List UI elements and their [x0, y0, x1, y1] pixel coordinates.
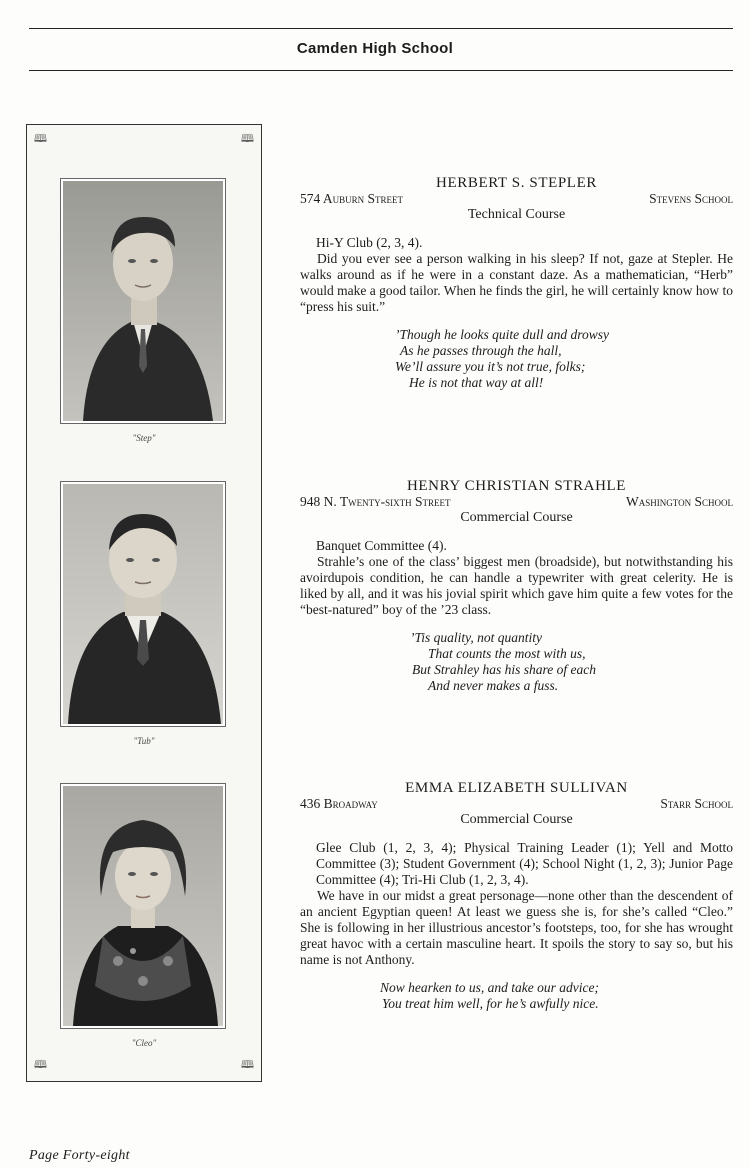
verse-line: ’Tis quality, not quantity [410, 630, 543, 645]
photo-caption-sullivan: "Cleo" [131, 1038, 157, 1048]
address-line [300, 796, 733, 812]
page-header-title: Camden High School [296, 40, 454, 57]
ornament-icon: 🕮 [34, 133, 47, 145]
student-activities: Hi-Y Club (2, 3, 4). [316, 235, 423, 250]
student-bio [300, 235, 733, 315]
student-address: 436 Broadway [300, 796, 378, 811]
student-description: Did you ever see a person walking in his sleep? If not, gaze at Stepler. He walks around as if he were in a constant daze. As a mathematician, “Herb” would make a good tailor. When he finds the girl, he will certainly know how to “press his suit.” [300, 251, 733, 314]
student-name: HERBERT S. STEPLER [436, 175, 597, 191]
student-name: HENRY CHRISTIAN STRAHLE [406, 478, 627, 494]
student-bio [300, 840, 733, 968]
student-address: 948 N. Twenty-sixth Street [300, 494, 451, 509]
ornament-icon: 🕮 [34, 1059, 47, 1071]
student-course: Commercial Course [460, 812, 573, 827]
verse-line: As he passes through the hall, [400, 343, 562, 358]
entry-strahle [300, 478, 733, 694]
student-course: Commercial Course [460, 510, 573, 525]
verse-line: And never makes a fuss. [428, 678, 559, 693]
student-school: Starr School [660, 796, 733, 811]
header-bottom-rule [29, 70, 733, 71]
verse-line: We’ll assure you it’s not true, folks; [395, 359, 586, 374]
portrait-photo-sullivan [60, 783, 226, 1029]
student-description: Strahle’s one of the class’ biggest men (broadside), but notwithstanding his avoirdupois condition, he can handle a typewriter with great celerity. He is liked by all, and it was his jovial spirit which gave him quite a few votes for the “best-natured” boy of the ’23 class. [300, 554, 733, 617]
photo-caption-strahle: "Tub" [133, 736, 155, 746]
student-verse [300, 630, 733, 694]
student-address: 574 Auburn Street [300, 191, 404, 206]
student-course: Technical Course [467, 207, 566, 222]
header-top-rule [29, 28, 733, 29]
ornament-icon: 🕮 [241, 133, 254, 145]
student-verse [300, 980, 733, 1012]
entry-sullivan [300, 780, 733, 1012]
verse-line: He is not that way at all! [409, 375, 544, 390]
student-name: EMMA ELIZABETH SULLIVAN [405, 780, 628, 796]
photo-caption-stepler: "Step" [132, 433, 156, 443]
student-school: Stevens School [649, 191, 733, 206]
address-line [300, 494, 733, 510]
verse-line: Now hearken to us, and take our advice; [380, 980, 599, 995]
verse-line: But Strahley has his share of each [412, 662, 596, 677]
student-activities: Banquet Committee (4). [316, 538, 447, 553]
student-description: We have in our midst a great personage—none other than the descendent of an ancient Egyptian queen! At least we guess she is, for she’s called “Cleo.” She is following in her illustrious ancestor’s footsteps, too, for she has wrought great havoc with a certain masculine heart. It spoils the story to say so, but his name is not Anthony. [300, 888, 733, 967]
student-bio [300, 538, 733, 618]
portrait-photo-stepler [60, 178, 226, 424]
address-line [300, 191, 733, 207]
student-school: Washington School [626, 494, 733, 509]
student-activities: Glee Club (1, 2, 3, 4); Physical Training Leader (1); Yell and Motto Committee (3); Student Government (4); School Night (1, 2, 3); Junior Page Committee (4); Tri-Hi Club (1, 2, 3, 4). [316, 840, 733, 887]
student-verse [300, 327, 733, 391]
verse-line: ’Though he looks quite dull and drowsy [395, 327, 609, 342]
ornament-icon: 🕮 [241, 1059, 254, 1071]
verse-line: That counts the most with us, [428, 646, 586, 661]
photo-strip [26, 124, 262, 1082]
page-number-footer: Page Forty-eight [29, 1148, 130, 1163]
entry-stepler [300, 175, 733, 391]
verse-line: You treat him well, for he’s awfully nice. [382, 996, 599, 1011]
portrait-photo-strahle [60, 481, 226, 727]
